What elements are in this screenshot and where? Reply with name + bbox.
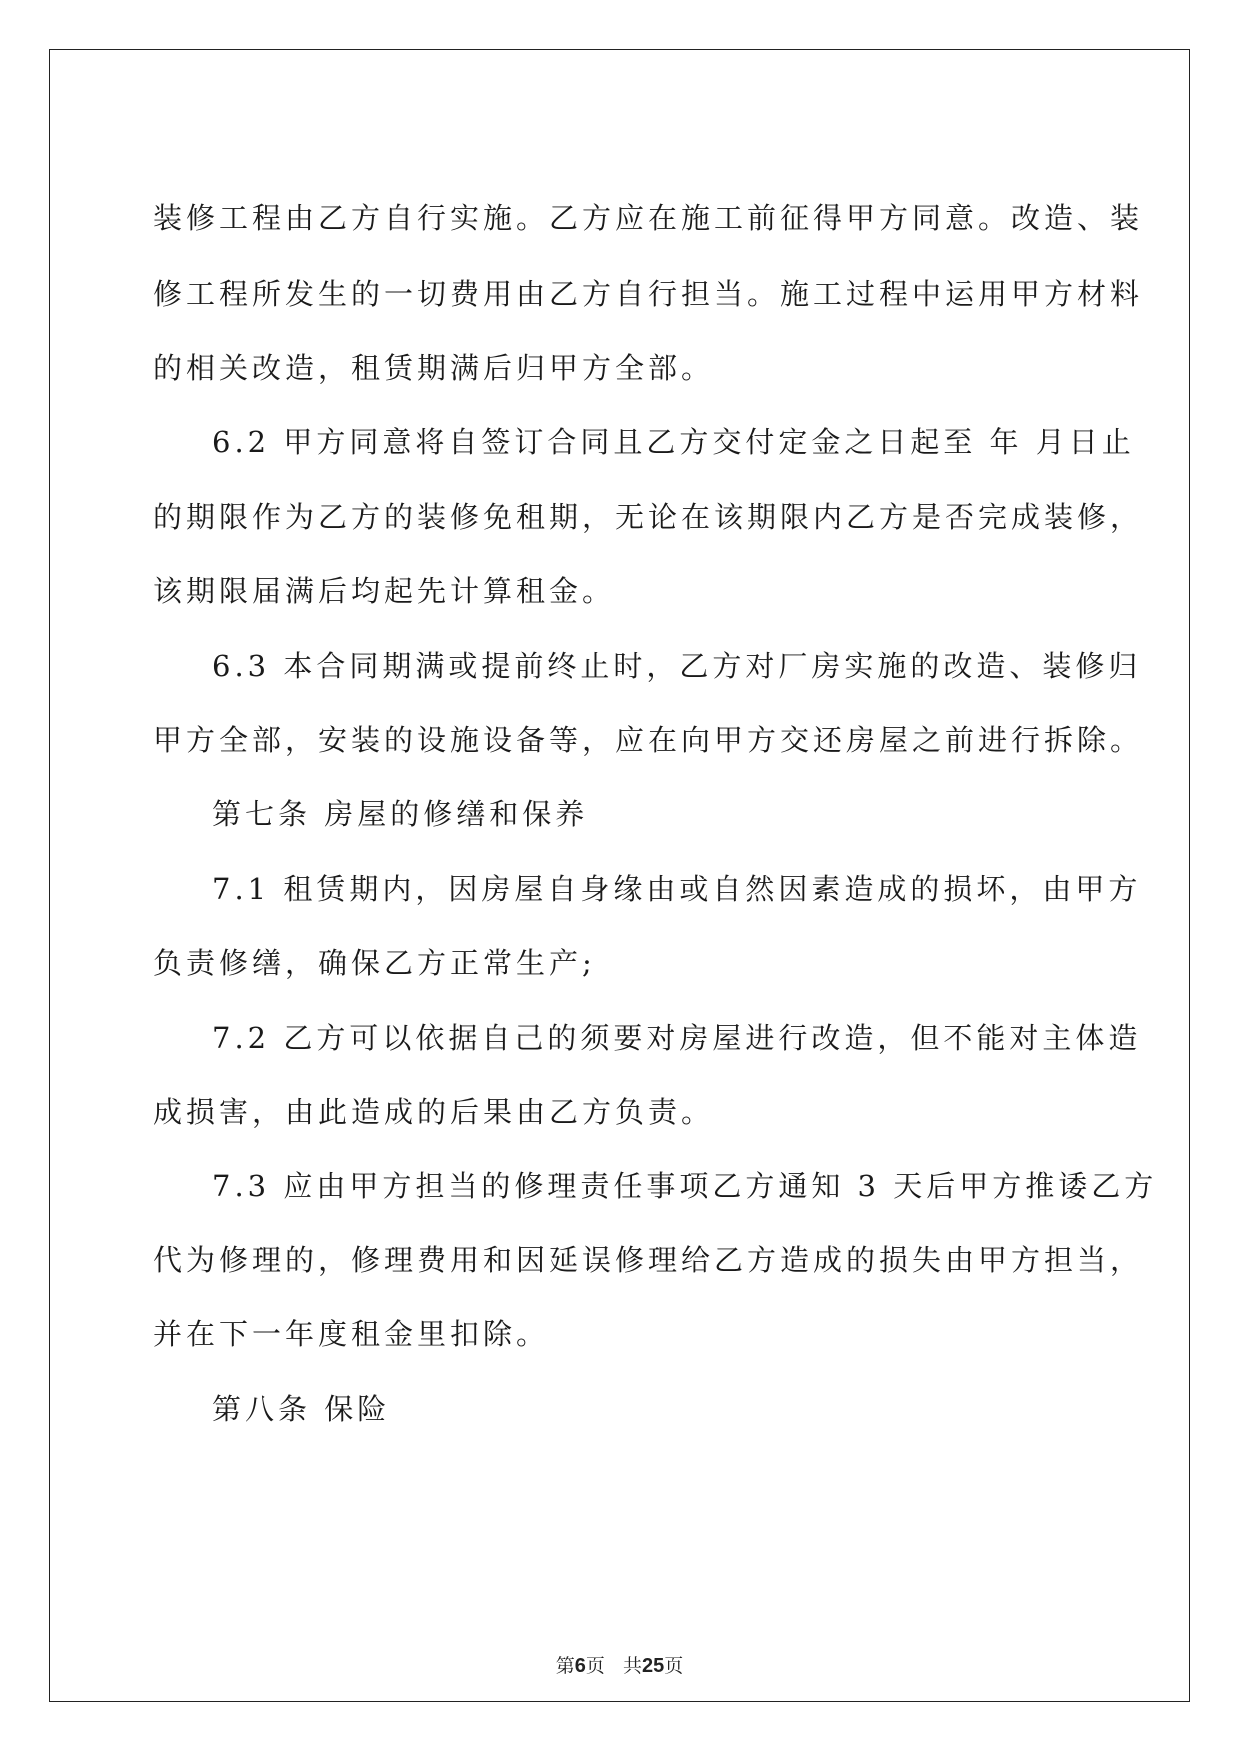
section-heading: 第七条 房屋的修缮和保养 bbox=[212, 797, 589, 831]
text-line: 6.3 本合同期满或提前终止时，乙方对厂房实施的改造、装修归 bbox=[212, 649, 1142, 683]
text-line: 装修工程由乙方自行实施。乙方应在施工前征得甲方同意。改造、装 bbox=[153, 201, 1144, 235]
text-line: 7.3 应由甲方担当的修理责任事项乙方通知 3 天后甲方推诿乙方 bbox=[212, 1169, 1158, 1203]
current-page-number: 6 bbox=[574, 1655, 586, 1677]
text-line: 的相关改造，租赁期满后归甲方全部。 bbox=[153, 351, 715, 385]
page-frame bbox=[49, 49, 1190, 1702]
text-line: 的期限作为乙方的装修免租期，无论在该期限内乙方是否完成装修， bbox=[153, 500, 1144, 534]
text-line: 甲方全部，安装的设施设备等，应在向甲方交还房屋之前进行拆除。 bbox=[153, 723, 1144, 757]
text-line: 成损害，由此造成的后果由乙方负责。 bbox=[153, 1095, 715, 1129]
document-body bbox=[50, 50, 1189, 1701]
total-suffix: 页 bbox=[664, 1655, 684, 1677]
text-line: 6.2 甲方同意将自签订合同且乙方交付定金之日起至 年 月日止 bbox=[212, 425, 1135, 459]
text-line: 7.2 乙方可以依据自己的须要对房屋进行改造，但不能对主体造 bbox=[212, 1021, 1142, 1055]
text-line: 7.1 租赁期内，因房屋自身缘由或自然因素造成的损坏，由甲方 bbox=[212, 872, 1142, 906]
text-line: 代为修理的，修理费用和因延误修理给乙方造成的损失由甲方担当， bbox=[153, 1243, 1144, 1277]
text-line: 修工程所发生的一切费用由乙方自行担当。施工过程中运用甲方材料 bbox=[153, 277, 1144, 311]
section-heading: 第八条 保险 bbox=[212, 1392, 391, 1426]
text-line: 并在下一年度租金里扣除。 bbox=[153, 1317, 550, 1351]
text-line: 该期限届满后均起先计算租金。 bbox=[153, 574, 616, 608]
total-page-count: 25 bbox=[641, 1655, 665, 1677]
text-line: 负责修缮，确保乙方正常生产; bbox=[153, 946, 596, 980]
page-prefix: 第 bbox=[555, 1655, 575, 1677]
page-suffix: 页 bbox=[585, 1655, 605, 1677]
total-prefix: 共 bbox=[622, 1655, 642, 1677]
page-footer bbox=[50, 1651, 1189, 1678]
